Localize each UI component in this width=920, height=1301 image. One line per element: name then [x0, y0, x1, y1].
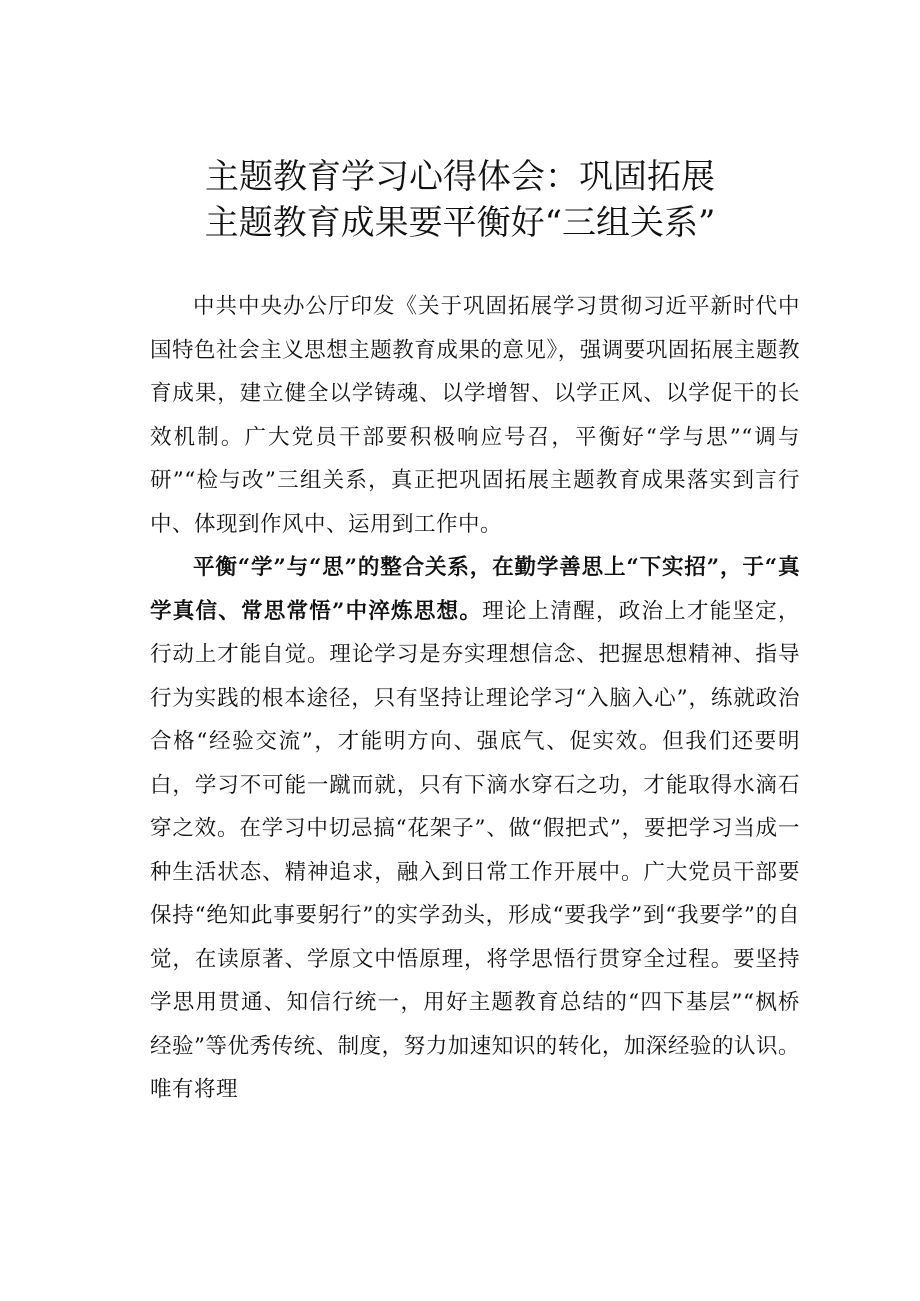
- paragraph-intro: 中共中央办公厅印发《关于巩固拓展学习贯彻习近平新时代中国特色社会主义思想主题教育成果的意见》，强调要巩固拓展主题教育成果，建立健全以学铸魂、以学增智、以学正风、以学促干的长效机制。广大党员干部要积极响应号召，平衡好“学与思”“调与研”“检与改”三组关系，真正把巩固拓展主题教育成果落实到言行中、体现到作风中、运用到工作中。: [150, 294, 800, 537]
- paragraph-heading-bold: 平衡“学”与“思”的整合关系，在勤学善思上“下实招”，于“真学真信、常思常悟”中淬炼思想。: [150, 555, 800, 624]
- document-body: [150, 285, 800, 1112]
- paragraph-body-text: 理论上清醒，政治上才能坚定，行动上才能自觉。理论学习是夯实理想信念、把握思想精神、指导行为实践的根本途径，只有坚持让理论学习“入脑入心”，练就政治合格“经验交流”，才能明方向、强底气、促实效。但我们还要明白，学习不可能一蹴而就，只有下滴水穿石之功，才能取得水滴石穿之效。在学习中切忌搞“花架子”、做“假把式”，要把学习当成一种生活状态、精神追求，融入到日常工作开展中。广大党员干部要保持“绝知此事要躬行”的实学劲头，形成“要我学”到“我要学”的自觉，在读原著、学原文中悟原理，将学思悟行贯穿全过程。要坚持学思用贯通、知信行统一，用好主题教育总结的“四下基层”“枫桥经验”等优秀传统、制度，努力加速知识的转化，加深经验的认识。唯有将理: [150, 598, 800, 1102]
- paragraph-study-think: [150, 546, 800, 1112]
- document-title-line-2: 主题教育成果要平衡好“三组关系”: [204, 203, 716, 243]
- document-title-line-1: 主题教育学习心得体会：巩固拓展: [205, 157, 715, 197]
